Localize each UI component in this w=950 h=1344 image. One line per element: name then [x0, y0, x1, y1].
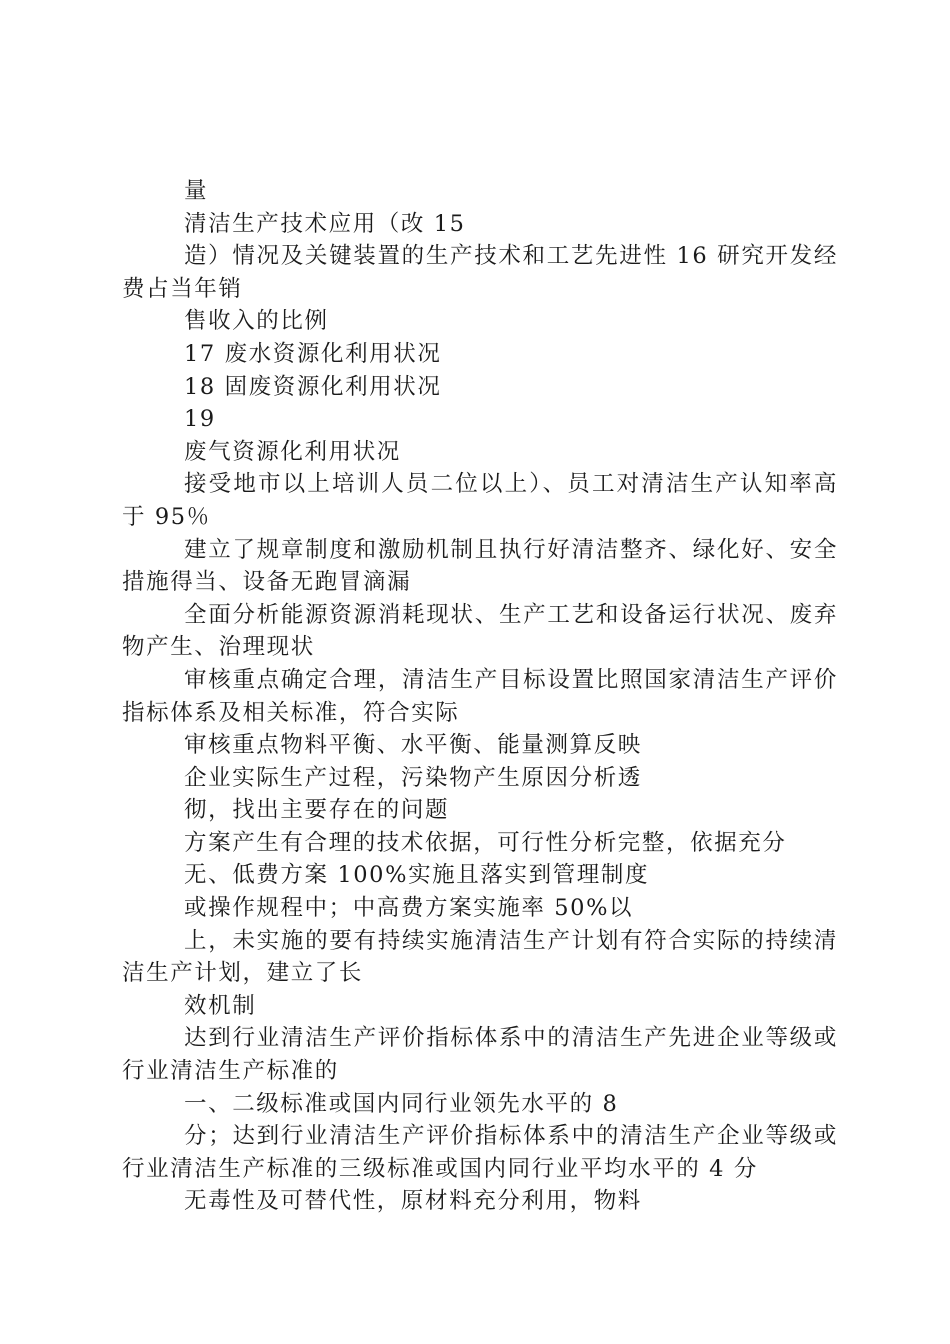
paragraph: 废气资源化利用状况	[184, 438, 401, 465]
paragraph: 17 废水资源化利用状况	[184, 340, 442, 367]
paragraph: 上，未实施的要有持续实施清洁生产计划有符合实际的持续清洁生产计划，建立了长	[122, 927, 838, 987]
paragraph: 清洁生产技术应用（改 15	[184, 210, 466, 237]
paragraph: 审核重点物料平衡、水平衡、能量测算反映	[184, 732, 642, 759]
paragraph: 效机制	[184, 992, 257, 1019]
paragraph: 建立了规章制度和激励机制且执行好清洁整齐、绿化好、安全措施得当、设备无跑冒滴漏	[122, 536, 838, 596]
paragraph: 无、低费方案 100%实施且落实到管理制度	[184, 862, 650, 889]
paragraph: 19	[184, 406, 216, 433]
paragraph: 全面分析能源资源消耗现状、生产工艺和设备运行状况、废弃物产生、治理现状	[122, 601, 838, 661]
paragraph: 达到行业清洁生产评价指标体系中的清洁生产先进企业等级或行业清洁生产标准的	[122, 1025, 838, 1085]
document-body	[122, 175, 838, 1218]
paragraph: 无毒性及可替代性，原材料充分利用，物料	[184, 1188, 642, 1215]
paragraph: 或操作规程中；中高费方案实施率 50%以	[184, 895, 634, 922]
paragraph: 量	[184, 178, 209, 204]
paragraph: 接受地市以上培训人员二位以上）、员工对清洁生产认知率高于 95％	[122, 471, 838, 530]
paragraph: 审核重点确定合理，清洁生产目标设置比照国家清洁生产评价指标体系及相关标准，符合实际	[122, 666, 838, 726]
paragraph: 企业实际生产过程，污染物产生原因分析透	[184, 764, 642, 791]
paragraph: 分；达到行业清洁生产评价指标体系中的清洁生产企业等级或行业清洁生产标准的三级标准或国内同行业平均水平的 4 分	[122, 1123, 838, 1182]
paragraph: 18 固废资源化利用状况	[184, 373, 442, 400]
paragraph: 彻，找出主要存在的问题	[184, 797, 450, 824]
paragraph: 售收入的比例	[184, 308, 329, 335]
paragraph: 方案产生有合理的技术依据，可行性分析完整，依据充分	[184, 829, 787, 856]
paragraph: 造）情况及关键装置的生产技术和工艺先进性 16 研究开发经费占当年销	[122, 243, 838, 302]
paragraph: 一、二级标准或国内同行业领先水平的 8	[184, 1090, 619, 1117]
